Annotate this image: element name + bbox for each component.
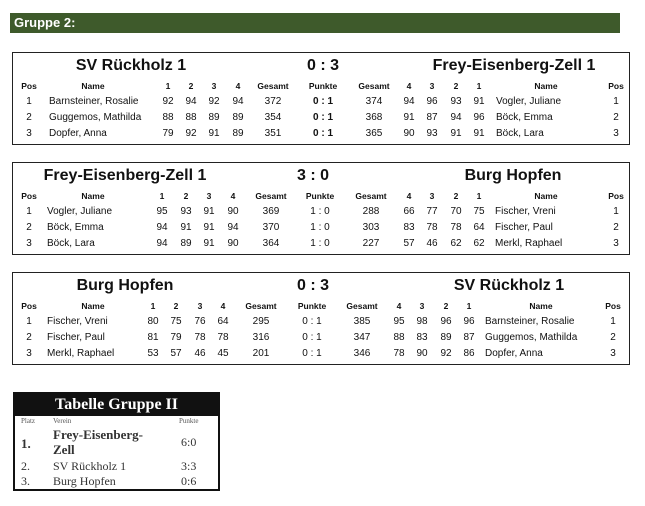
away-pos: 1 — [610, 316, 616, 327]
header-r2: 2 — [183, 191, 189, 201]
away-total: 365 — [365, 128, 383, 139]
pos: 3 — [26, 128, 32, 139]
away-score-r2: 89 — [440, 332, 452, 343]
header-r2-away: 2 — [443, 301, 449, 311]
total: 201 — [252, 348, 270, 359]
away-player-name: Guggemos, Mathilda — [485, 332, 578, 343]
header-r4: 4 — [235, 81, 241, 91]
pos: 3 — [26, 348, 32, 359]
header-pos: Pos — [21, 81, 37, 91]
header-gesamt-away: Gesamt — [355, 191, 387, 201]
player-name: Guggemos, Mathilda — [49, 112, 142, 123]
score-r1: 92 — [162, 96, 174, 107]
away-player-name: Böck, Emma — [496, 112, 553, 123]
points: 0 : 1 — [302, 348, 322, 359]
platz: 3. — [21, 474, 30, 488]
total: 372 — [264, 96, 282, 107]
header-pos-away: Pos — [608, 191, 624, 201]
away-pos: 2 — [613, 112, 619, 123]
header-r2-away: 2 — [453, 191, 459, 201]
score-r1: 53 — [147, 348, 159, 359]
score-r2: 89 — [180, 238, 192, 249]
verein: SV Rückholz 1 — [53, 459, 127, 473]
away-score-r1: 64 — [473, 222, 485, 233]
score-r4: 89 — [232, 128, 244, 139]
score-r2: 75 — [170, 316, 182, 327]
header-r1: 1 — [159, 191, 165, 201]
score-r1: 79 — [162, 128, 174, 139]
total: 316 — [252, 332, 270, 343]
pos: 1 — [26, 96, 32, 107]
header-r1-away: 1 — [476, 191, 482, 201]
match-title — [13, 163, 629, 189]
header-name-away: Name — [534, 81, 558, 91]
away-player-name: Vogler, Juliane — [496, 96, 562, 107]
header-pos-away: Pos — [608, 81, 624, 91]
away-total: 385 — [353, 316, 371, 327]
match-title — [13, 273, 629, 299]
pos: 3 — [26, 238, 32, 249]
home-team: Frey-Eisenberg-Zell 1 — [43, 167, 207, 184]
away-score-r4: 57 — [403, 238, 415, 249]
score-r1: 95 — [156, 206, 168, 217]
table-row — [13, 330, 629, 346]
table-row — [13, 126, 629, 142]
away-score-r1: 91 — [473, 96, 485, 107]
away-score-r3: 83 — [416, 332, 428, 343]
away-score-r2: 94 — [450, 112, 462, 123]
score-r3: 78 — [194, 332, 206, 343]
score-r2: 57 — [170, 348, 182, 359]
header-verein: Verein — [53, 417, 72, 425]
away-score-r2: 96 — [440, 316, 452, 327]
table-row — [13, 220, 629, 236]
score-r3: 91 — [208, 128, 220, 139]
away-score-r3: 96 — [426, 96, 438, 107]
header-r1: 1 — [165, 81, 171, 91]
away-pos: 3 — [613, 128, 619, 139]
score-r4: 94 — [227, 222, 239, 233]
away-player-name: Fischer, Paul — [495, 222, 553, 233]
table-row — [13, 346, 629, 362]
away-score-r2: 78 — [450, 222, 462, 233]
away-pos: 1 — [613, 96, 619, 107]
header-platz: Platz — [21, 417, 35, 425]
total: 369 — [262, 206, 280, 217]
player-name: Fischer, Paul — [47, 332, 105, 343]
header-name: Name — [81, 301, 105, 311]
away-score-r4: 88 — [393, 332, 405, 343]
score-r1: 94 — [156, 222, 168, 233]
header-name-away: Name — [534, 191, 558, 201]
score-r2: 88 — [185, 112, 197, 123]
header-r3-away: 3 — [419, 301, 425, 311]
score-r3: 76 — [194, 316, 206, 327]
header-name: Name — [81, 81, 105, 91]
player-name: Vogler, Juliane — [47, 206, 113, 217]
punkte: 3:3 — [181, 459, 197, 473]
away-score-r4: 95 — [393, 316, 405, 327]
column-headers — [13, 79, 629, 94]
standings-row — [15, 426, 218, 458]
points: 1 : 0 — [310, 206, 330, 217]
away-score-r1: 91 — [473, 128, 485, 139]
away-score-r3: 87 — [426, 112, 438, 123]
pos: 2 — [26, 222, 32, 233]
header-r3: 3 — [211, 81, 217, 91]
header-r3-away: 3 — [429, 191, 435, 201]
away-total: 288 — [362, 206, 380, 217]
header-r2: 2 — [188, 81, 194, 91]
table-row — [13, 94, 629, 110]
total: 351 — [264, 128, 282, 139]
header-r2-away: 2 — [453, 81, 459, 91]
header-punkte: Punkte — [179, 417, 199, 425]
away-score-r3: 78 — [426, 222, 438, 233]
score-r3: 89 — [208, 112, 220, 123]
away-player-name: Fischer, Vreni — [495, 206, 556, 217]
header-gesamt: Gesamt — [257, 81, 289, 91]
table-row — [13, 110, 629, 126]
standings-row — [15, 474, 218, 490]
header-pos: Pos — [21, 191, 37, 201]
header-r1-away: 1 — [476, 81, 482, 91]
header-r4-away: 4 — [406, 191, 412, 201]
away-score-r4: 91 — [403, 112, 415, 123]
standings-headers — [15, 416, 218, 426]
match-1 — [12, 52, 630, 145]
away-score-r1: 75 — [473, 206, 485, 217]
away-score-r2: 91 — [450, 128, 462, 139]
away-score-r1: 96 — [463, 316, 475, 327]
away-score-r1: 96 — [473, 112, 485, 123]
platz: 2. — [21, 459, 30, 473]
pos: 2 — [26, 332, 32, 343]
punkte: 6:0 — [181, 435, 197, 449]
score-r3: 91 — [203, 222, 215, 233]
score-r1: 88 — [162, 112, 174, 123]
score-r1: 81 — [147, 332, 159, 343]
away-score-r3: 90 — [416, 348, 428, 359]
header-r1-away: 1 — [466, 301, 472, 311]
punkte: 0:6 — [181, 474, 197, 488]
away-player-name: Böck, Lara — [496, 128, 544, 139]
player-name: Merkl, Raphael — [47, 348, 115, 359]
match-3 — [12, 272, 630, 365]
score-r2: 79 — [170, 332, 182, 343]
away-score-r3: 93 — [426, 128, 438, 139]
player-name: Böck, Lara — [47, 238, 95, 249]
away-total: 368 — [365, 112, 383, 123]
player-name: Barnsteiner, Rosalie — [49, 96, 139, 107]
score-r2: 91 — [180, 222, 192, 233]
standings-table — [13, 392, 220, 491]
away-score-r2: 92 — [440, 348, 452, 359]
header-name: Name — [81, 191, 105, 201]
away-total: 347 — [353, 332, 371, 343]
score-r4: 90 — [227, 206, 239, 217]
verein-line-1: Frey-Eisenberg- — [53, 427, 144, 442]
verein: Burg Hopfen — [53, 474, 116, 488]
points: 0 : 1 — [312, 112, 334, 123]
header-gesamt: Gesamt — [245, 301, 277, 311]
total: 354 — [264, 112, 282, 123]
player-name: Fischer, Vreni — [47, 316, 108, 327]
header-pos: Pos — [21, 301, 37, 311]
away-score-r1: 86 — [463, 348, 475, 359]
header-r1: 1 — [150, 301, 156, 311]
table-row — [13, 314, 629, 330]
away-team: Burg Hopfen — [464, 167, 562, 184]
score-r4: 89 — [232, 112, 244, 123]
away-total: 374 — [365, 96, 383, 107]
away-player-name: Barnsteiner, Rosalie — [485, 316, 575, 327]
header-punkte: Punkte — [308, 81, 338, 91]
points: 0 : 1 — [302, 316, 322, 327]
home-team: SV Rückholz 1 — [75, 57, 187, 74]
total: 370 — [262, 222, 280, 233]
away-score-r2: 62 — [450, 238, 462, 249]
header-r3: 3 — [197, 301, 203, 311]
away-score-r4: 66 — [403, 206, 415, 217]
group-title: Gruppe 2: — [10, 13, 620, 33]
away-score-r4: 78 — [393, 348, 405, 359]
header-punkte: Punkte — [297, 301, 327, 311]
score-r1: 94 — [156, 238, 168, 249]
header-gesamt-away: Gesamt — [346, 301, 378, 311]
points: 0 : 1 — [312, 128, 334, 139]
away-pos: 2 — [610, 332, 616, 343]
away-pos: 3 — [613, 238, 619, 249]
match-2 — [12, 162, 630, 255]
table-row — [13, 204, 629, 220]
header-r4: 4 — [220, 301, 226, 311]
pos: 1 — [26, 206, 32, 217]
score-r3: 91 — [203, 238, 215, 249]
away-team: SV Rückholz 1 — [453, 277, 565, 294]
away-score-r3: 98 — [416, 316, 428, 327]
total: 295 — [252, 316, 270, 327]
score-r4: 64 — [217, 316, 229, 327]
match-title — [13, 53, 629, 79]
header-pos-away: Pos — [605, 301, 621, 311]
match-score: 3 : 0 — [296, 167, 330, 184]
away-score-r2: 93 — [450, 96, 462, 107]
score-r2: 92 — [185, 128, 197, 139]
score-r3: 46 — [194, 348, 206, 359]
standings-title: Tabelle Gruppe II — [15, 394, 218, 416]
away-total: 346 — [353, 348, 371, 359]
score-r4: 45 — [217, 348, 229, 359]
score-r4: 78 — [217, 332, 229, 343]
away-pos: 3 — [610, 348, 616, 359]
score-r4: 90 — [227, 238, 239, 249]
header-r3-away: 3 — [429, 81, 435, 91]
away-score-r1: 87 — [463, 332, 475, 343]
header-name-away: Name — [529, 301, 553, 311]
away-pos: 2 — [613, 222, 619, 233]
header-r4-away: 4 — [396, 301, 402, 311]
column-headers — [13, 299, 629, 314]
header-r4: 4 — [230, 191, 236, 201]
table-row — [13, 236, 629, 252]
header-r3: 3 — [206, 191, 212, 201]
header-gesamt: Gesamt — [255, 191, 287, 201]
score-r3: 91 — [203, 206, 215, 217]
away-score-r4: 94 — [403, 96, 415, 107]
points: 1 : 0 — [310, 222, 330, 233]
verein-line-2: Zell — [53, 442, 75, 457]
header-gesamt-away: Gesamt — [358, 81, 390, 91]
pos: 2 — [26, 112, 32, 123]
header-punkte: Punkte — [305, 191, 335, 201]
score-r4: 94 — [232, 96, 244, 107]
pos: 1 — [26, 316, 32, 327]
total: 364 — [262, 238, 280, 249]
away-score-r3: 77 — [426, 206, 438, 217]
score-r3: 92 — [208, 96, 220, 107]
match-score: 0 : 3 — [296, 277, 330, 294]
score-r2: 93 — [180, 206, 192, 217]
away-score-r3: 46 — [426, 238, 438, 249]
header-r2: 2 — [173, 301, 179, 311]
standings-row — [15, 458, 218, 474]
player-name: Böck, Emma — [47, 222, 104, 233]
away-player-name: Dopfer, Anna — [485, 348, 543, 359]
away-team: Frey-Eisenberg-Zell 1 — [432, 57, 596, 74]
away-score-r2: 70 — [450, 206, 462, 217]
away-total: 227 — [362, 238, 380, 249]
away-player-name: Merkl, Raphael — [495, 238, 563, 249]
away-score-r1: 62 — [473, 238, 485, 249]
score-r2: 94 — [185, 96, 197, 107]
player-name: Dopfer, Anna — [49, 128, 107, 139]
away-pos: 1 — [613, 206, 619, 217]
away-total: 303 — [362, 222, 380, 233]
away-score-r4: 90 — [403, 128, 415, 139]
points: 0 : 1 — [312, 96, 334, 107]
home-team: Burg Hopfen — [76, 277, 174, 294]
platz: 1. — [21, 436, 31, 451]
verein — [53, 427, 143, 457]
header-r4-away: 4 — [406, 81, 412, 91]
match-score: 0 : 3 — [306, 57, 340, 74]
points: 0 : 1 — [302, 332, 322, 343]
score-r1: 80 — [147, 316, 159, 327]
away-score-r4: 83 — [403, 222, 415, 233]
column-headers — [13, 189, 629, 204]
points: 1 : 0 — [310, 238, 330, 249]
